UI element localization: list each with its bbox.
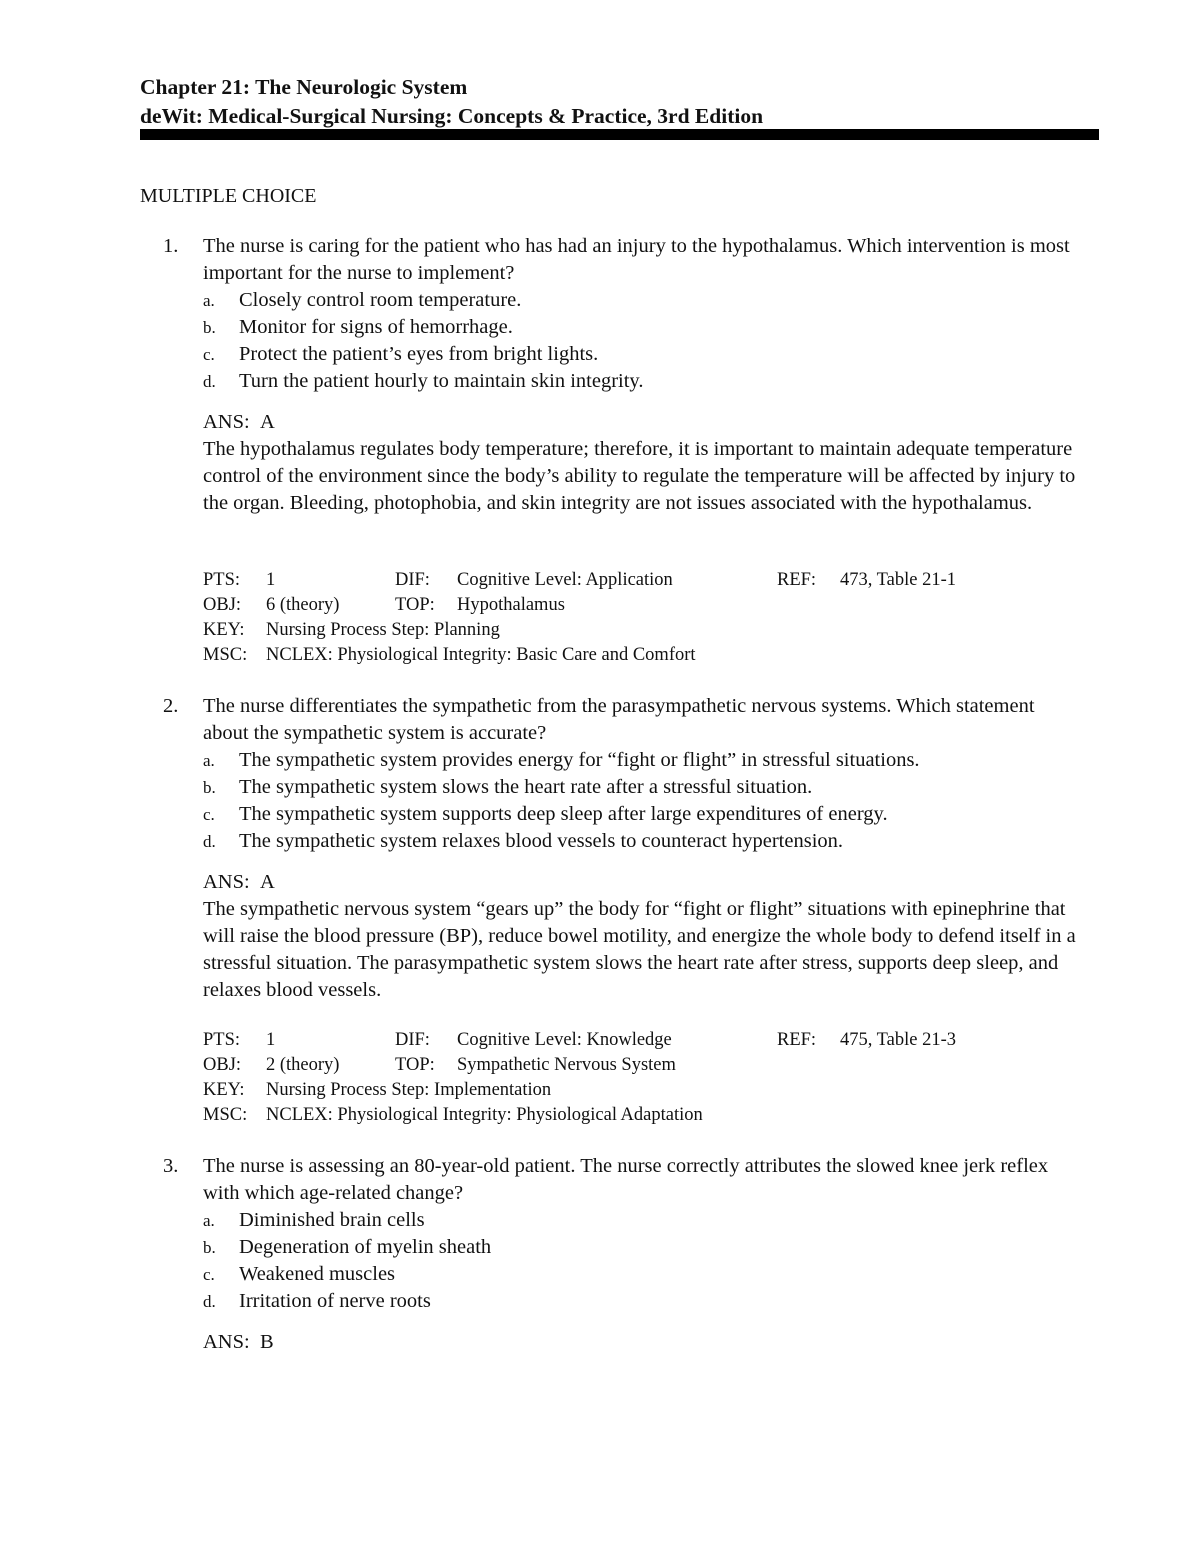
option-b: [203, 774, 1083, 801]
option-a: [203, 747, 1083, 774]
ref-value: 473, Table 21-1: [840, 570, 957, 590]
option-d: [203, 1288, 1083, 1315]
option-b: [203, 314, 1083, 341]
dif-label: DIF:: [395, 570, 430, 590]
option-list: [203, 287, 1083, 395]
option-letter: c.: [203, 1265, 215, 1284]
option-text: Closely control room temperature.: [239, 289, 522, 311]
obj-label: OBJ:: [203, 595, 242, 615]
option-letter: d.: [203, 372, 216, 391]
option-text: The sympathetic system supports deep sleep after large expenditures of energy.: [239, 803, 888, 825]
option-letter: b.: [203, 1238, 216, 1257]
book-title: deWit: Medical-Surgical Nursing: Concepts & Practice, 3rd Edition: [140, 104, 764, 128]
dif-value: Cognitive Level: Application: [457, 570, 673, 590]
pts-label: PTS:: [203, 1030, 241, 1050]
option-letter: a.: [203, 751, 215, 770]
option-text: Degeneration of myelin sheath: [239, 1236, 492, 1258]
top-label: TOP:: [395, 1055, 435, 1075]
pts-value: 1: [266, 570, 276, 590]
answer-value: B: [259, 1331, 274, 1353]
option-a: [203, 1207, 1083, 1234]
option-d: [203, 828, 1083, 855]
header-rule: [140, 129, 1099, 140]
chapter-title: Chapter 21: The Neurologic System: [140, 75, 468, 99]
dif-label: DIF:: [395, 1030, 430, 1050]
option-text: Irritation of nerve roots: [239, 1290, 431, 1312]
document-header: [140, 73, 1100, 131]
option-letter: b.: [203, 318, 216, 337]
question-stem: The nurse is assessing an 80-year-old patient. The nurse correctly attributes the slowed knee jerk reflex with which age-related change?: [203, 1155, 1049, 1204]
answer-line: [203, 409, 275, 436]
obj-value: 6 (theory): [266, 595, 340, 615]
answer-value: A: [259, 411, 275, 433]
option-letter: c.: [203, 805, 215, 824]
answer-rationale: The hypothalamus regulates body temperature; therefore, it is important to maintain adequate temperature control of the environment since the body’s ability to regulate the temperature will be affected by injury to the organ. Bleeding, photophobia, and skin integrity are not issues associated with the hypothalamus.: [203, 438, 1076, 514]
msc-label: MSC:: [203, 645, 248, 665]
option-text: Turn the patient hourly to maintain skin integrity.: [239, 370, 644, 392]
ref-label: REF:: [777, 570, 817, 590]
option-list: [203, 747, 1083, 855]
question-metadata: [203, 568, 1083, 668]
answer-rationale: The sympathetic nervous system “gears up” the body for “fight or flight” situations with epinephrine that will raise the blood pressure (BP), reduce bowel motility, and energize the whole body to defend itself in a stressful situation. The parasympathetic system slows the heart rate after stress, supports deep sleep, and relaxes blood vessels.: [203, 898, 1076, 1001]
dif-value: Cognitive Level: Knowledge: [457, 1030, 672, 1050]
option-text: The sympathetic system slows the heart rate after a stressful situation.: [239, 776, 813, 798]
question-stem: The nurse is caring for the patient who has had an injury to the hypothalamus. Which intervention is most important for the nurse to implement?: [203, 235, 1070, 284]
option-c: [203, 341, 1083, 368]
section-title: MULTIPLE CHOICE: [140, 185, 317, 207]
question-number: 1.: [163, 235, 179, 257]
answer-line: [203, 869, 275, 896]
msc-label: MSC:: [203, 1105, 248, 1125]
obj-value: 2 (theory): [266, 1055, 340, 1075]
option-text: Diminished brain cells: [239, 1209, 425, 1231]
top-value: Hypothalamus: [457, 595, 565, 615]
ref-label: REF:: [777, 1030, 817, 1050]
top-value: Sympathetic Nervous System: [457, 1055, 676, 1075]
obj-label: OBJ:: [203, 1055, 242, 1075]
msc-value: NCLEX: Physiological Integrity: Basic Care and Comfort: [266, 645, 696, 665]
option-text: The sympathetic system provides energy for “fight or flight” in stressful situations.: [239, 749, 920, 771]
option-letter: a.: [203, 291, 215, 310]
option-text: Monitor for signs of hemorrhage.: [239, 316, 513, 338]
option-b: [203, 1234, 1083, 1261]
key-label: KEY:: [203, 1080, 245, 1100]
option-letter: a.: [203, 1211, 215, 1230]
pts-label: PTS:: [203, 570, 241, 590]
option-text: Weakened muscles: [239, 1263, 396, 1285]
option-c: [203, 1261, 1083, 1288]
pts-value: 1: [266, 1030, 276, 1050]
msc-value: NCLEX: Physiological Integrity: Physiological Adaptation: [266, 1105, 703, 1125]
option-d: [203, 368, 1083, 395]
question-number: 2.: [163, 695, 179, 717]
option-text: Protect the patient’s eyes from bright lights.: [239, 343, 599, 365]
option-a: [203, 287, 1083, 314]
key-value: Nursing Process Step: Implementation: [266, 1080, 552, 1100]
option-letter: b.: [203, 778, 216, 797]
answer-label: ANS:: [203, 871, 250, 893]
key-value: Nursing Process Step: Planning: [266, 620, 500, 640]
option-list: [203, 1207, 1083, 1315]
answer-label: ANS:: [203, 1331, 250, 1353]
key-label: KEY:: [203, 620, 245, 640]
top-label: TOP:: [395, 595, 435, 615]
option-text: The sympathetic system relaxes blood vessels to counteract hypertension.: [239, 830, 844, 852]
answer-label: ANS:: [203, 411, 250, 433]
question-metadata: [203, 1028, 1083, 1128]
option-letter: c.: [203, 345, 215, 364]
answer-line: [203, 1329, 274, 1356]
option-c: [203, 801, 1083, 828]
option-letter: d.: [203, 832, 216, 851]
question-number: 3.: [163, 1155, 179, 1177]
ref-value: 475, Table 21-3: [840, 1030, 957, 1050]
option-letter: d.: [203, 1292, 216, 1311]
question-stem: The nurse differentiates the sympathetic from the parasympathetic nervous systems. Which statement about the sympathetic system is accurate?: [203, 695, 1035, 744]
answer-value: A: [259, 871, 275, 893]
